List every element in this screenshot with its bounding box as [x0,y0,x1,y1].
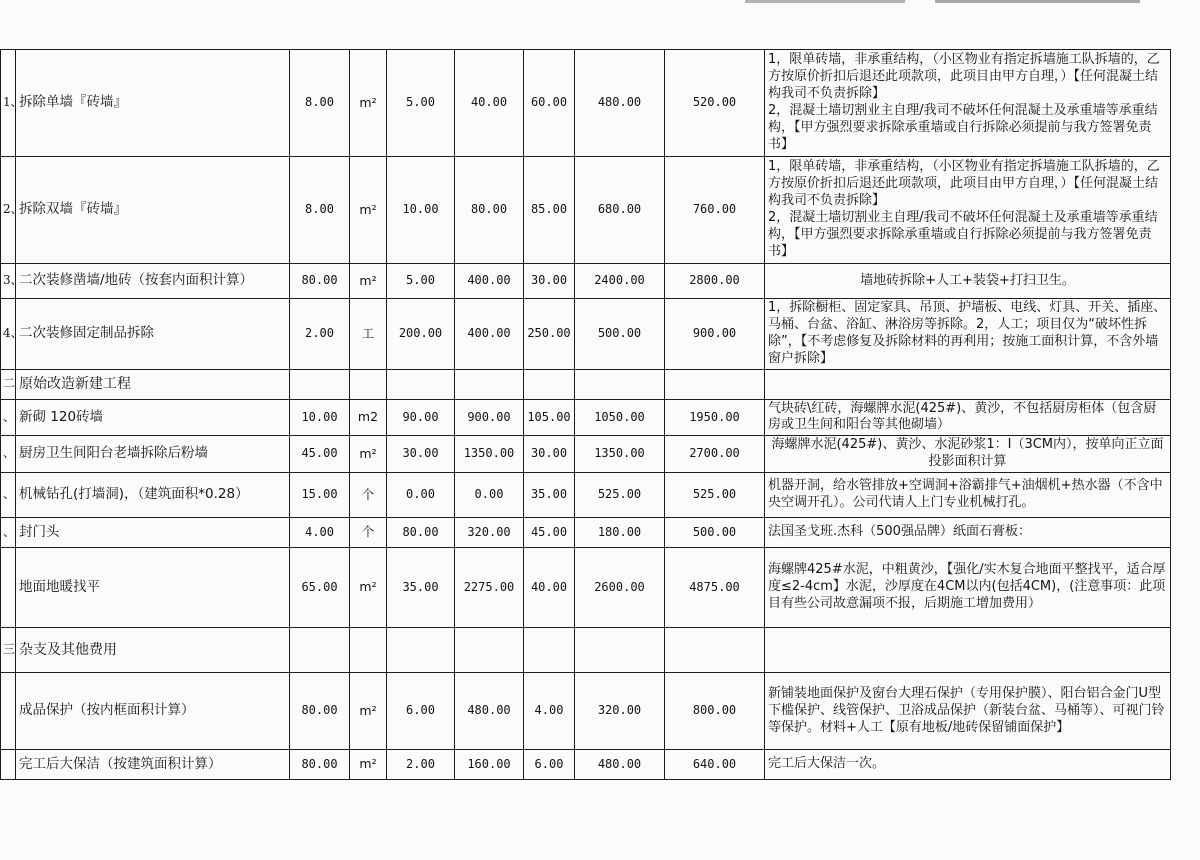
row-total: 520.00 [665,50,765,157]
row-total: 525.00 [665,473,765,518]
item-note: 海螺牌水泥(425#)、黄沙、水泥砂浆1：I（3CM内），按单向正立面投影面积计算 [765,436,1171,473]
item-note: 法国圣戈班.杰科（500强品牌）纸面石膏板： [765,518,1171,548]
labor-unit-price: 40.00 [524,548,575,628]
section-row [1,369,1171,399]
material-subtotal: 40.00 [455,50,524,157]
material-subtotal: 480.00 [455,673,524,750]
row-number: 1、 [1,50,16,157]
quantity: 8.00 [290,50,350,157]
row-total: 800.00 [665,673,765,750]
row-number: 、 [1,399,16,436]
quantity: 10.00 [290,399,350,436]
item-name: 拆除双墙『砖墙』 [16,157,290,264]
table-row [1,518,1171,548]
quantity: 8.00 [290,157,350,264]
row-number [1,548,16,628]
labor-subtotal: 2400.00 [575,264,665,299]
table-row [1,299,1171,370]
table-row [1,750,1171,780]
material-subtotal: 2275.00 [455,548,524,628]
section-number: 三 [1,628,16,673]
item-name: 成品保护（按内框面积计算） [16,673,290,750]
labor-unit-price: 4.00 [524,673,575,750]
item-note: 气块砖\红砖，海螺牌水泥(425#)、黄沙，不包括厨房柜体（包含厨房或卫生间和阳台等其他砌墙） [765,399,1171,436]
row-total: 4875.00 [665,548,765,628]
item-name: 厨房卫生间阳台老墙拆除后粉墙 [16,436,290,473]
item-name: 二次装修固定制品拆除 [16,299,290,370]
section-row [1,628,1171,673]
section-title: 原始改造新建工程 [16,369,290,399]
row-total: 500.00 [665,518,765,548]
quantity: 2.00 [290,299,350,370]
quantity: 45.00 [290,436,350,473]
row-total: 2700.00 [665,436,765,473]
quotation-table [0,49,1171,780]
quantity: 80.00 [290,750,350,780]
row-number: 、 [1,473,16,518]
labor-unit-price: 30.00 [524,436,575,473]
material-unit-price: 5.00 [387,264,455,299]
unit: m² [350,50,387,157]
row-number: 4、 [1,299,16,370]
item-note: 新铺装地面保护及窗台大理石保护（专用保护膜）、阳台铝合金门U型下槛保护、线管保护、卫浴成品保护（新装台盆、马桶等）、可视门铃等保护。材料+人工【原有地板/地砖保留铺面保护】 [765,673,1171,750]
labor-subtotal: 480.00 [575,50,665,157]
row-total: 1950.00 [665,399,765,436]
labor-subtotal: 480.00 [575,750,665,780]
row-number [1,750,16,780]
labor-subtotal: 500.00 [575,299,665,370]
material-unit-price: 200.00 [387,299,455,370]
unit: m² [350,436,387,473]
labor-unit-price: 6.00 [524,750,575,780]
material-unit-price: 0.00 [387,473,455,518]
material-subtotal: 1350.00 [455,436,524,473]
row-number: 2、 [1,157,16,264]
item-name: 地面地暖找平 [16,548,290,628]
labor-unit-price: 30.00 [524,264,575,299]
material-unit-price: 10.00 [387,157,455,264]
item-name: 拆除单墙『砖墙』 [16,50,290,157]
section-title: 杂支及其他费用 [16,628,290,673]
item-note: 1，拆除橱柜、固定家具、吊顶、护墙板、电线、灯具、开关、插座、马桶、台盆、浴缸、淋浴房等拆除。2，人工；项目仅为“破坏性拆除”，【不考虑修复及拆除材料的再利用；按施工面积计算，不含外墙窗户拆除】 [765,299,1171,370]
material-subtotal: 400.00 [455,264,524,299]
material-subtotal: 900.00 [455,399,524,436]
material-subtotal: 160.00 [455,750,524,780]
table-row [1,436,1171,473]
unit: m² [350,264,387,299]
quantity: 80.00 [290,264,350,299]
item-name: 机械钻孔(打墙洞)，（建筑面积*0.28） [16,473,290,518]
row-number: 、 [1,518,16,548]
item-name: 封门头 [16,518,290,548]
row-total: 2800.00 [665,264,765,299]
unit: m2 [350,399,387,436]
labor-unit-price: 35.00 [524,473,575,518]
material-unit-price: 30.00 [387,436,455,473]
unit: m² [350,548,387,628]
material-unit-price: 2.00 [387,750,455,780]
item-name: 新砌 120砖墙 [16,399,290,436]
unit: 个 [350,473,387,518]
unit: m² [350,157,387,264]
row-total: 760.00 [665,157,765,264]
quantity: 4.00 [290,518,350,548]
material-unit-price: 90.00 [387,399,455,436]
quantity: 80.00 [290,673,350,750]
item-note: 完工后大保洁一次。 [765,750,1171,780]
table-row [1,548,1171,628]
item-name: 二次装修凿墙/地砖（按套内面积计算） [16,264,290,299]
material-unit-price: 6.00 [387,673,455,750]
labor-subtotal: 180.00 [575,518,665,548]
material-subtotal: 400.00 [455,299,524,370]
quantity: 15.00 [290,473,350,518]
row-number: 3、 [1,264,16,299]
material-subtotal: 80.00 [455,157,524,264]
row-total: 900.00 [665,299,765,370]
item-note: 1，限单砖墙，非承重结构，（小区物业有指定拆墙施工队拆墙的，乙方按原价折扣后退还此项款项，此项目由甲方自理，）【任何混凝土结构我司不负责拆除】 2，混凝土墙切割业主自理/我司不破坏任何混凝土及承重墙等承重结构，【甲方强烈要求拆除承重墙或自行拆除必须提前与我方签署免责书】 [765,50,1171,157]
item-note: 1，限单砖墙，非承重结构，（小区物业有指定拆墙施工队拆墙的，乙方按原价折扣后退还此项款项，此项目由甲方自理，）【任何混凝土结构我司不负责拆除】 2，混凝土墙切割业主自理/我司不破坏任何混凝土及承重墙等承重结构，【甲方强烈要求拆除承重墙或自行拆除必须提前与我方签署免责书】 [765,157,1171,264]
table-row [1,50,1171,157]
scan-top-marks [0,0,1200,10]
labor-subtotal: 680.00 [575,157,665,264]
labor-subtotal: 1350.00 [575,436,665,473]
labor-subtotal: 2600.00 [575,548,665,628]
row-number [1,673,16,750]
table-row [1,157,1171,264]
unit: 个 [350,518,387,548]
unit: 工 [350,299,387,370]
row-number: 、 [1,436,16,473]
item-note: 墙地砖拆除+人工+装袋+打扫卫生。 [765,264,1171,299]
unit: m² [350,673,387,750]
labor-subtotal: 320.00 [575,673,665,750]
labor-subtotal: 1050.00 [575,399,665,436]
material-subtotal: 0.00 [455,473,524,518]
material-unit-price: 35.00 [387,548,455,628]
labor-unit-price: 250.00 [524,299,575,370]
material-unit-price: 5.00 [387,50,455,157]
item-note: 机器开洞，给水管排放+空调洞+浴霸排气+油烟机+热水器（不含中央空调开孔）。公司代请人上门专业机械打孔。 [765,473,1171,518]
labor-unit-price: 60.00 [524,50,575,157]
labor-unit-price: 45.00 [524,518,575,548]
section-number: 二 [1,369,16,399]
labor-unit-price: 85.00 [524,157,575,264]
material-unit-price: 80.00 [387,518,455,548]
material-subtotal: 320.00 [455,518,524,548]
item-note: 海螺牌425#水泥，中粗黄沙，【强化/实木复合地面平整找平，适合厚度≤2-4cm】水泥，沙厚度在4CM以内(包括4CM)，(注意事项：此项目有些公司故意漏项不报，后期施工增加费用） [765,548,1171,628]
labor-unit-price: 105.00 [524,399,575,436]
table-row [1,399,1171,436]
unit: m² [350,750,387,780]
labor-subtotal: 525.00 [575,473,665,518]
table-row [1,264,1171,299]
quantity: 65.00 [290,548,350,628]
row-total: 640.00 [665,750,765,780]
item-name: 完工后大保洁（按建筑面积计算） [16,750,290,780]
table-row [1,673,1171,750]
table-row [1,473,1171,518]
